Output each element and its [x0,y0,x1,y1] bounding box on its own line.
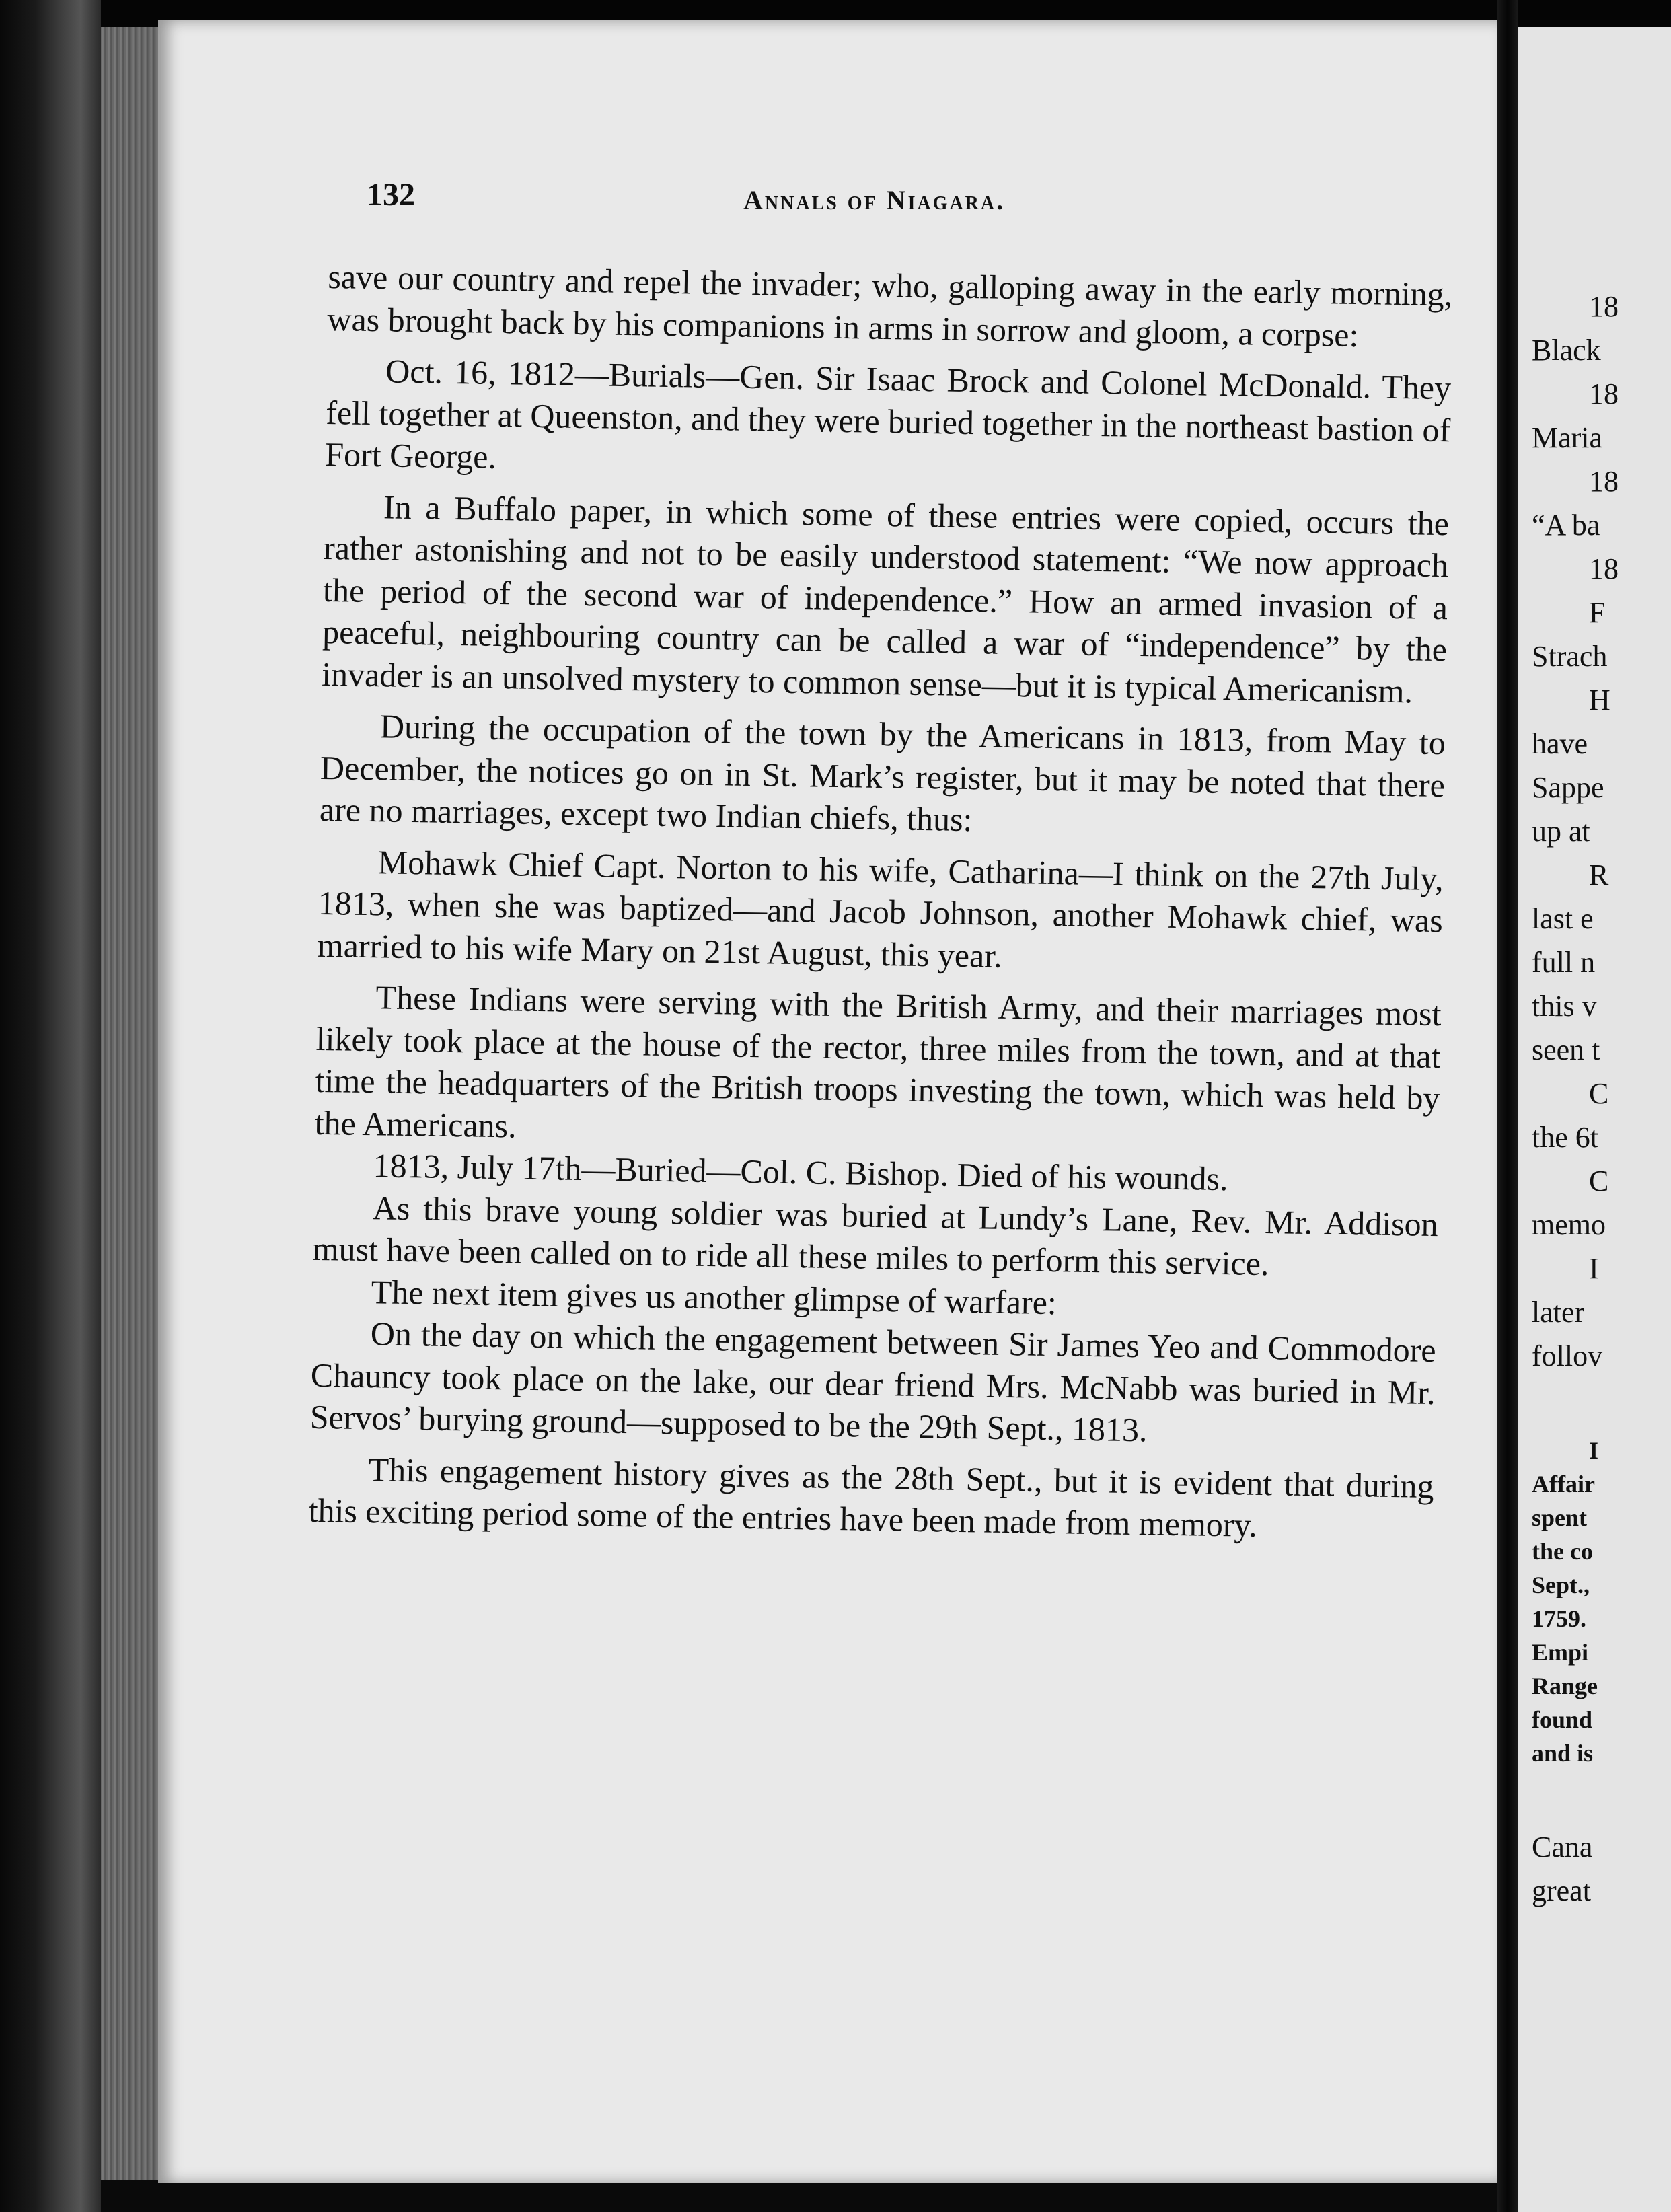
adjacent-page-fragment: the 6t [1532,1121,1598,1154]
adjacent-page-fragment: found [1532,1706,1593,1733]
paragraph: Oct. 16, 1812—Burials—Gen. Sir Isaac Brock and Colonel McDonald. They fell together at Queenston, and they were buried together in the northeast bastion of Fort George. [324,352,1452,476]
adjacent-page-fragment: C [1589,1077,1609,1110]
adjacent-page-fragment: 18 [1589,465,1619,498]
adjacent-page-fragment: spent [1532,1504,1588,1531]
paragraph: The next item gives us another glimpse of warfare: [371,1272,1057,1321]
adjacent-page-fragment: Cana [1532,1831,1593,1864]
paragraph: During the occupation of the town by the Americans in 1813, from May to December, the notices go on in St. Mark’s register, but it may be noted that there are no marriages, except two Indian chiefs, thus: [319,707,1446,839]
adjacent-page-fragment: Strach [1532,640,1608,673]
adjacent-page-fragment: Black [1532,334,1601,367]
page-number: 132 [367,177,415,213]
adjacent-page-fragment: I [1589,1437,1599,1464]
adjacent-page-fragment: R [1589,858,1609,891]
book-spine [0,0,101,2212]
book-gutter [1497,0,1518,2212]
paragraph: 1813, July 17th—Buried—Col. C. Bishop. Died of his wounds. [373,1146,1228,1198]
adjacent-page-fragment: I [1589,1252,1599,1285]
paragraph: On the day on which the engagement between Sir James Yeo and Commodore Chauncy took place on the lake, our dear friend Mrs. McNabb was buried in Mr. Servos’ burying ground—supposed to be the 29th Sept., 1813. [309,1315,1437,1449]
paragraph: As this brave young soldier was buried at Lundy’s Lane, Rev. Mr. Addison must have been called on to ride all these miles to perform this service. [312,1188,1439,1283]
paragraph: In a Buffalo paper, in which some of these entries were copied, occurs the rather astonishing and not to be easily understood statement: “We now approach the period of the second war of independence.” How an armed invasion of a peaceful, neighbouring country can be called a war of “independence” by the invader is an unsolved mystery to common sense—but it is typical Americanism. [321,487,1450,710]
adjacent-page-fragment: and is [1532,1740,1594,1767]
adjacent-page-fragment: “A ba [1532,509,1600,542]
adjacent-page-fragment: Affair [1532,1471,1595,1498]
adjacent-page-fragment: last e [1532,902,1594,935]
adjacent-page-fragment: Maria [1532,421,1603,454]
paragraph: save our country and repel the invader; who, galloping away in the early morning, was brought back by his companions in arms in sorrow and gloom, a corpse: [327,257,1453,354]
adjacent-page-fragment: full n [1532,946,1596,979]
adjacent-page-fragment: 18 [1589,290,1619,323]
running-title: Annals of Niagara. [743,185,1006,215]
adjacent-page-fragment: H [1589,684,1610,716]
adjacent-page-fragment: F [1589,596,1606,629]
adjacent-page-fragment: have [1532,727,1588,760]
adjacent-page-fragment: up at [1532,815,1590,848]
adjacent-page-fragment: great [1532,1874,1591,1907]
adjacent-page-fragment: seen t [1532,1033,1600,1066]
running-head [367,176,1510,223]
adjacent-page-fragment: Sept., [1532,1572,1590,1598]
page-body [308,256,1453,1559]
adjacent-page-fragment: the co [1532,1538,1593,1565]
adjacent-page-fragment: 18 [1589,552,1619,585]
paragraph: These Indians were serving with the British Army, and their marriages most likely took place at the house of the rector, three miles from the town, and at that time the headquarters of the British troops investing the town, which was held by the Americans. [314,978,1442,1145]
adjacent-page-fragment: this v [1532,990,1597,1023]
page-edges [101,27,161,2180]
paragraph: Mohawk Chief Capt. Norton to his wife, Catharina—I think on the 27th July, 1813, when she was baptized—and Jacob Johnson, another Mohawk chief, was married to his wife Mary on 21st August, this year. [317,842,1444,975]
adjacent-page-fragment: C [1589,1165,1609,1197]
adjacent-page-fragment: Sappe [1532,771,1604,804]
adjacent-page-fragment: follov [1532,1339,1603,1372]
adjacent-page-fragment: 1759. [1532,1605,1586,1632]
paragraph: This engagement history gives as the 28th Sept., but it is evident that during this exciting period some of the entries have been made from memory. [308,1450,1434,1544]
adjacent-page-fragment: Range [1532,1672,1598,1699]
adjacent-page-fragment: memo [1532,1208,1606,1241]
adjacent-page [1518,27,1671,2212]
adjacent-page-fragment: Empi [1532,1639,1589,1666]
adjacent-page-fragment: later [1532,1296,1585,1329]
adjacent-page-fragment: 18 [1589,377,1619,410]
